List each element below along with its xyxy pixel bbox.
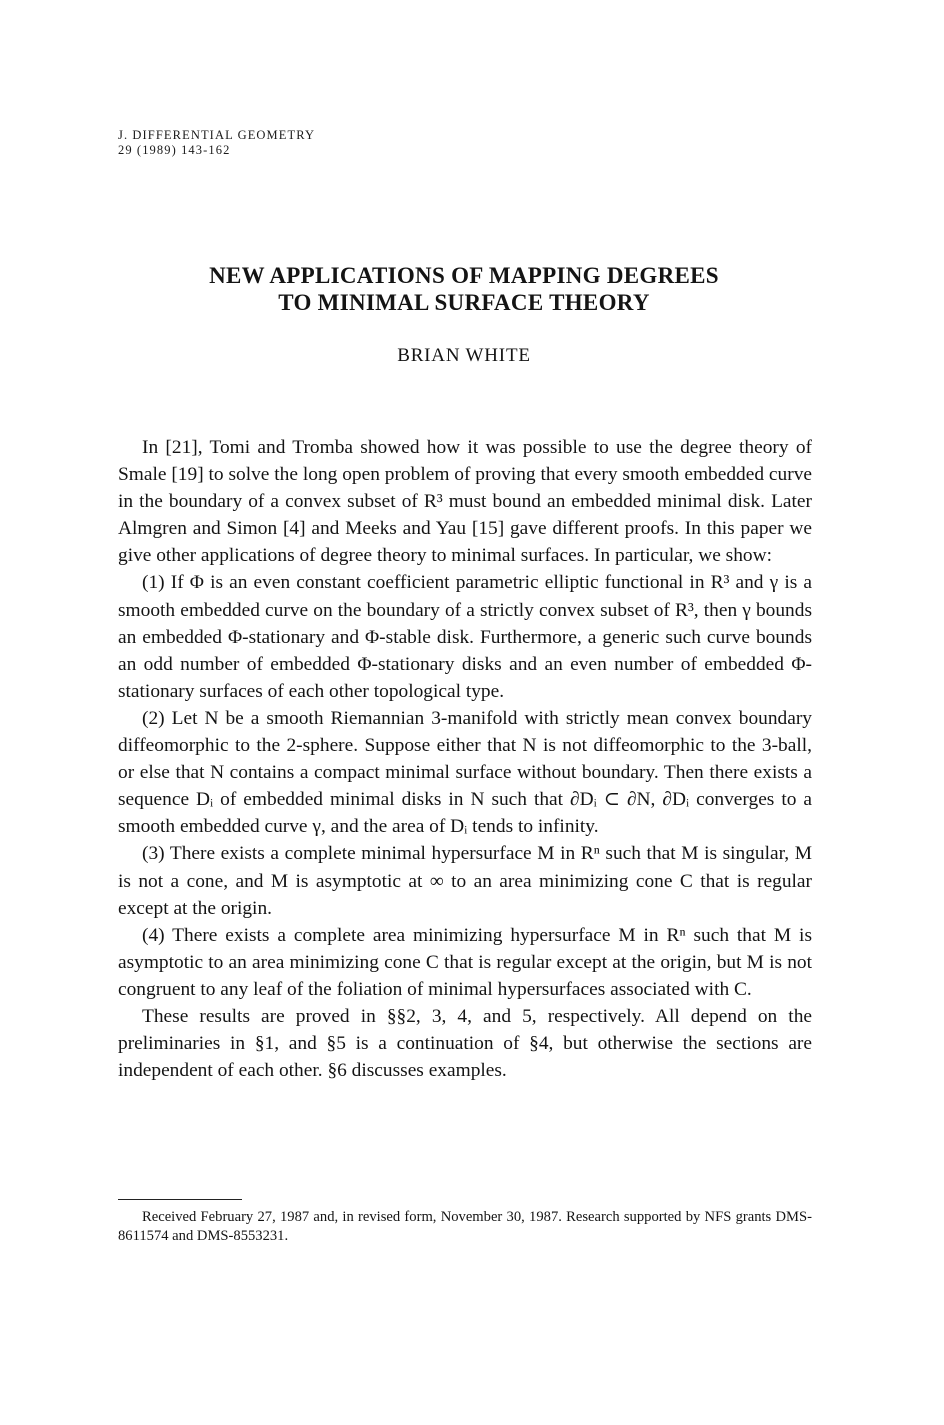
footnote-rule bbox=[118, 1199, 242, 1200]
footnote bbox=[118, 1208, 812, 1246]
result-item-3: (3) There exists a complete minimal hypersurface M in Rⁿ such that M is singular, M is not a cone, and M is asymptotic at ∞ to an area minimizing cone C that is regular except at the origin. bbox=[118, 843, 812, 919]
journal-name: J. DIFFERENTIAL GEOMETRY bbox=[118, 128, 316, 142]
intro-paragraph: In [21], Tomi and Tromba showed how it was possible to use the degree theory of Smale [19] to solve the long open problem of proving that every smooth embedded curve in the boundary of a convex subset of R³ must bound an embedded minimal disk. Later Almgren and Simon [4] and Meeks and Yau [15] gave different proofs. In this paper we give other applications of degree theory to minimal surfaces. In particular, we show: bbox=[118, 437, 812, 567]
article-body bbox=[118, 434, 812, 1084]
footnote-text: Received February 27, 1987 and, in revised form, November 30, 1987. Research supported by NFS grants DMS-8611574 and DMS-8553231. bbox=[118, 1209, 812, 1244]
closing-paragraph: These results are proved in §§2, 3, 4, and 5, respectively. All depend on the preliminaries in §1, and §5 is a continuation of §4, but otherwise the sections are independent of each other. §6 discusses examples. bbox=[118, 1005, 812, 1082]
journal-citation: 29 (1989) 143-162 bbox=[118, 143, 231, 157]
title-line-2: TO MINIMAL SURFACE THEORY bbox=[278, 290, 650, 315]
author-name: BRIAN WHITE bbox=[397, 345, 531, 366]
paper-title bbox=[0, 262, 928, 316]
title-line-1: NEW APPLICATIONS OF MAPPING DEGREES bbox=[209, 263, 719, 288]
result-item-2: (2) Let N be a smooth Riemannian 3-manifold with strictly mean convex boundary diffeomorphic to the 2-sphere. Suppose either that N is not diffeomorphic to the 3-ball, or else that N contains a compact minimal surface without boundary. Then there exists a sequence Dᵢ of embedded minimal disks in N such that ∂Dᵢ ⊂ ∂N, ∂Dᵢ converges to a smooth embedded curve γ, and the area of Dᵢ tends to infinity. bbox=[118, 707, 812, 838]
result-item-1: (1) If Φ is an even constant coefficient parametric elliptic functional in R³ and γ is a smooth embedded curve on the boundary of a strictly convex subset of R³, then γ bounds an embedded Φ-stationary and Φ-stable disk. Furthermore, a generic such curve bounds an odd number of embedded Φ-stationary disks and an even number of embedded Φ-stationary surfaces of each other topological type. bbox=[118, 572, 812, 702]
result-item-4: (4) There exists a complete area minimizing hypersurface M in Rⁿ such that M is asymptotic to an area minimizing cone C that is regular except at the origin, but M is not congruent to any leaf of the foliation of minimal hypersurfaces associated with C. bbox=[118, 924, 812, 1000]
journal-header bbox=[118, 128, 315, 158]
